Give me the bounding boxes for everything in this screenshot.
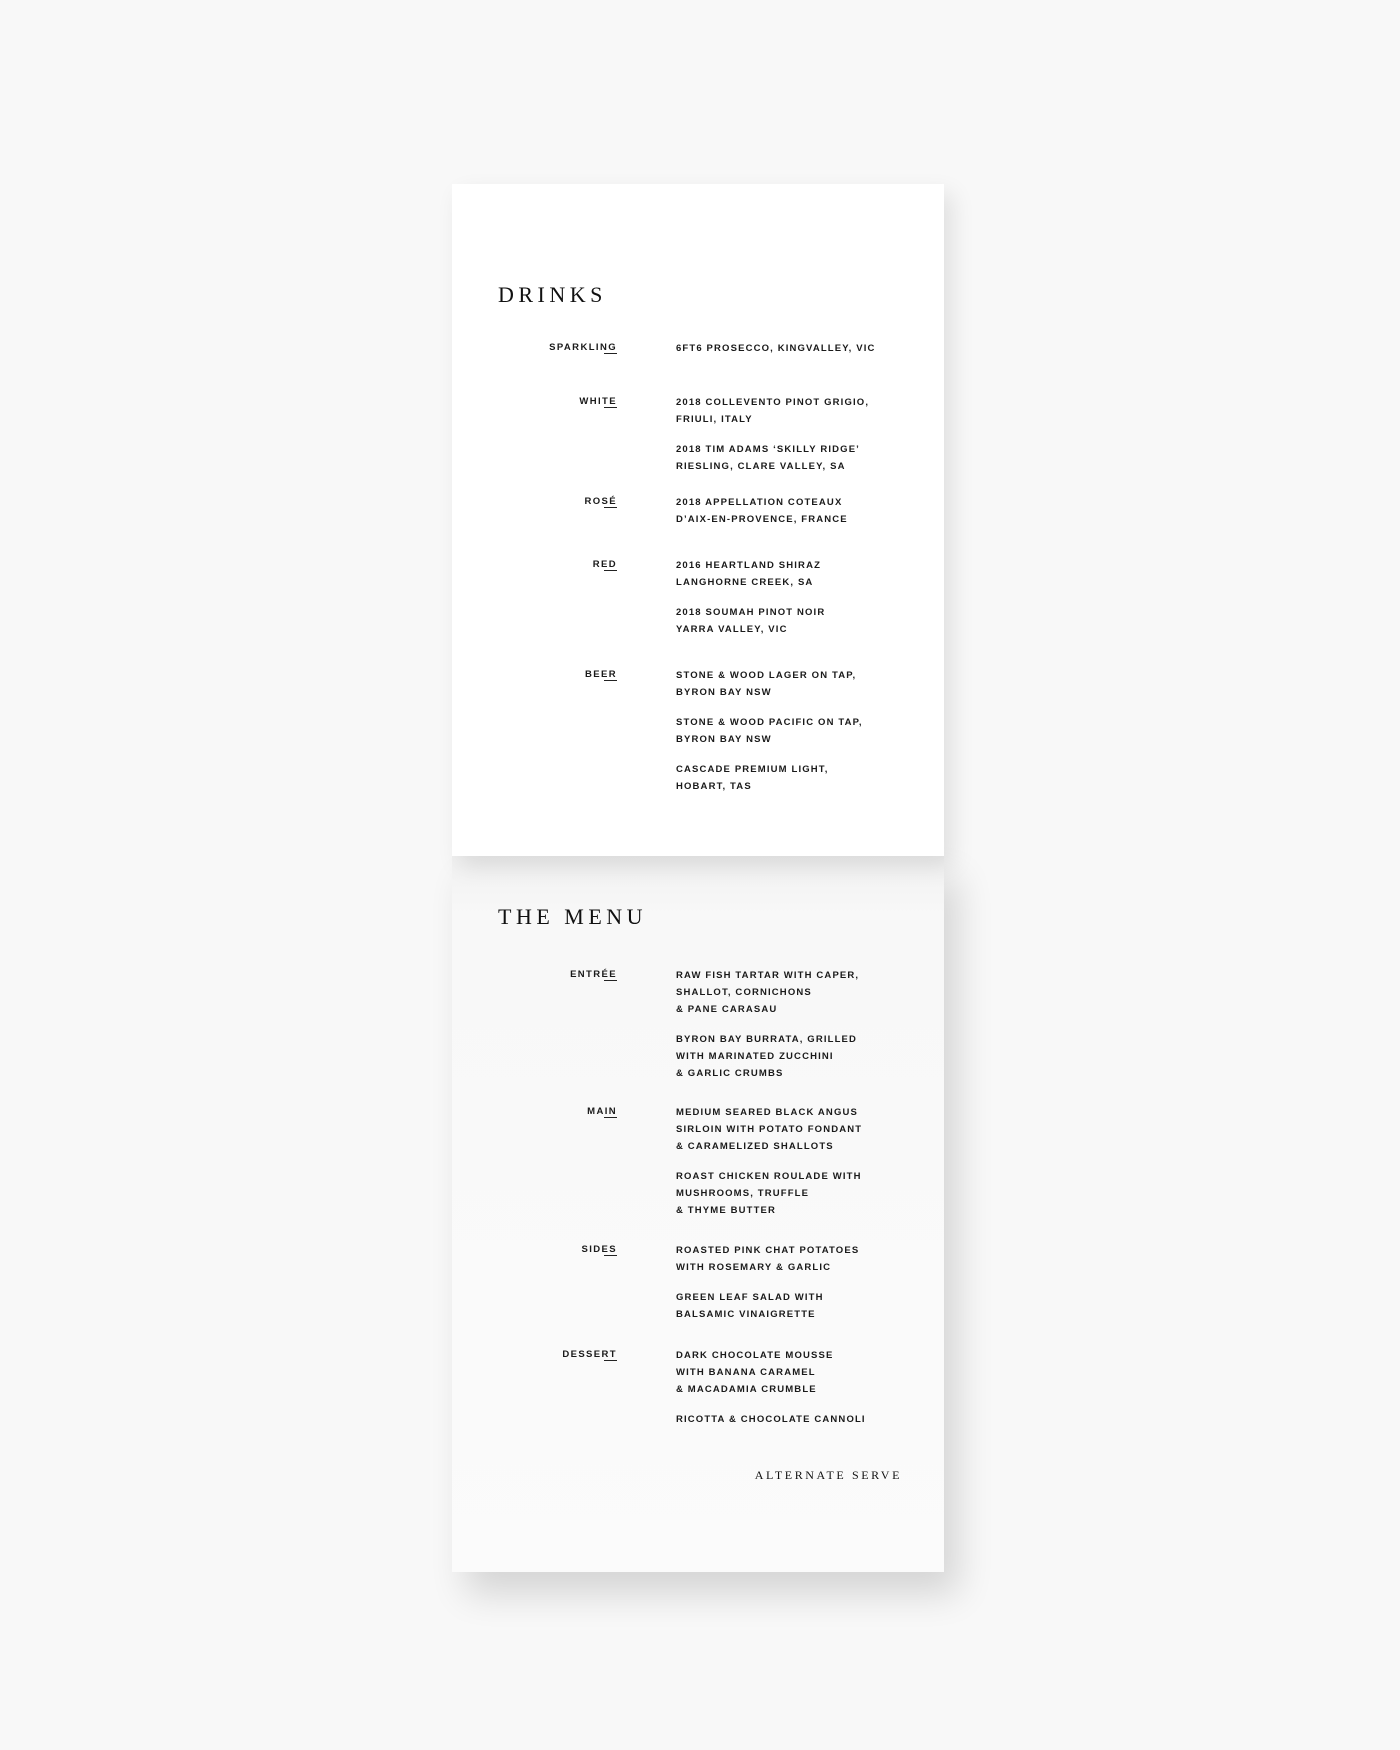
menu-item-line: RICOTTA & CHOCOLATE CANNOLI xyxy=(676,1414,866,1425)
menu-item-line: STONE & WOOD LAGER ON TAP, xyxy=(676,670,857,681)
menu-item-line: BYRON BAY NSW xyxy=(676,687,772,698)
menu-item-line: BYRON BAY NSW xyxy=(676,734,772,745)
menu-item-line: SHALLOT, CORNICHONS xyxy=(676,987,812,998)
menu-item-line: ROASTED PINK CHAT POTATOES xyxy=(676,1245,860,1256)
menu-item-line: CASCADE PREMIUM LIGHT, xyxy=(676,764,829,775)
section-dash-divider xyxy=(604,407,617,408)
menu-item xyxy=(676,1242,926,1276)
menu-item xyxy=(676,714,926,748)
menu-item-line: ROAST CHICKEN ROULADE WITH xyxy=(676,1171,862,1182)
menu-item-line: SIRLOIN WITH POTATO FONDANT xyxy=(676,1124,863,1135)
menu-item xyxy=(676,340,926,357)
section-items xyxy=(676,394,926,475)
section-items xyxy=(676,1242,926,1323)
menu-item xyxy=(676,667,926,701)
section-label: WHITE xyxy=(579,396,617,407)
menu-item-line: & CARAMELIZED SHALLOTS xyxy=(676,1141,834,1152)
menu-item xyxy=(676,394,926,428)
menu-item-line: YARRA VALLEY, VIC xyxy=(676,624,788,635)
section-dash-divider xyxy=(604,1360,617,1361)
section-items xyxy=(676,1347,926,1428)
menu-item-line: 2018 COLLEVENTO PINOT GRIGIO, xyxy=(676,397,870,408)
drinks-title: DRINKS xyxy=(498,282,607,307)
menu-item xyxy=(676,494,926,528)
menu-item-line: & THYME BUTTER xyxy=(676,1205,777,1216)
menu-item xyxy=(676,1347,926,1398)
section-dash-divider xyxy=(604,680,617,681)
section-dash-divider xyxy=(604,507,617,508)
menu-item xyxy=(676,604,926,638)
drinks-card xyxy=(452,184,944,856)
section-dash-divider xyxy=(604,1255,617,1256)
section-items xyxy=(676,557,926,638)
menu-item-line: 2016 HEARTLAND SHIRAZ xyxy=(676,560,822,571)
menu-item-line: & PANE CARASAU xyxy=(676,1004,778,1015)
menu-item-line: 2018 SOUMAH PINOT NOIR xyxy=(676,607,826,618)
section-dash-divider xyxy=(604,353,617,354)
menu-item-line: 2018 TIM ADAMS ‘SKILLY RIDGE’ xyxy=(676,444,860,455)
section-label: DESSERT xyxy=(562,1349,617,1360)
menu-item xyxy=(676,1104,926,1155)
menu-item xyxy=(676,967,926,1018)
menu-item-line: RIESLING, CLARE VALLEY, SA xyxy=(676,461,846,472)
section-dash-divider xyxy=(604,1117,617,1118)
menu-item-line: BYRON BAY BURRATA, GRILLED xyxy=(676,1034,858,1045)
section-label: ROSÉ xyxy=(584,496,617,507)
menu-item xyxy=(676,441,926,475)
section-label: SPARKLING xyxy=(549,342,617,353)
menu-item-line: MEDIUM SEARED BLACK ANGUS xyxy=(676,1107,858,1118)
section-label: SIDES xyxy=(581,1244,617,1255)
alternate-serve-note: ALTERNATE SERVE xyxy=(754,1468,902,1482)
section-dash-divider xyxy=(604,980,617,981)
menu-item-line: BALSAMIC VINAIGRETTE xyxy=(676,1309,816,1320)
menu-item-line: & MACADAMIA CRUMBLE xyxy=(676,1384,817,1395)
menu-item-line: MUSHROOMS, TRUFFLE xyxy=(676,1188,810,1199)
section-items xyxy=(676,494,926,528)
menu-item-line: LANGHORNE CREEK, SA xyxy=(676,577,814,588)
menu-item xyxy=(676,1168,926,1219)
menu-title: THE MENU xyxy=(498,904,648,929)
section-label: RED xyxy=(592,559,617,570)
menu-item xyxy=(676,1411,926,1428)
menu-item-line: WITH ROSEMARY & GARLIC xyxy=(676,1262,832,1273)
section-items xyxy=(676,340,926,357)
menu-item-line: 2018 APPELLATION COTEAUX xyxy=(676,497,843,508)
section-label: MAIN xyxy=(587,1106,617,1117)
menu-item-line: 6FT6 PROSECCO, KINGVALLEY, VIC xyxy=(676,343,876,354)
section-items xyxy=(676,967,926,1082)
section-label: BEER xyxy=(585,669,617,680)
menu-item-line: WITH MARINATED ZUCCHINI xyxy=(676,1051,834,1062)
menu-item xyxy=(676,1031,926,1082)
menu-item-line: WITH BANANA CARAMEL xyxy=(676,1367,816,1378)
section-label: ENTRÉE xyxy=(570,969,617,980)
menu-item xyxy=(676,761,926,795)
menu-item-line: GREEN LEAF SALAD WITH xyxy=(676,1292,824,1303)
menu-item xyxy=(676,1289,926,1323)
section-dash-divider xyxy=(604,570,617,571)
menu-card xyxy=(452,856,944,1572)
menu-item-line: RAW FISH TARTAR WITH CAPER, xyxy=(676,970,860,981)
menu-item-line: & GARLIC CRUMBS xyxy=(676,1068,784,1079)
menu-item-line: DARK CHOCOLATE MOUSSE xyxy=(676,1350,834,1361)
menu-item-line: STONE & WOOD PACIFIC ON TAP, xyxy=(676,717,863,728)
menu-item-line: HOBART, TAS xyxy=(676,781,752,792)
section-items xyxy=(676,667,926,795)
menu-item xyxy=(676,557,926,591)
menu-item-line: FRIULI, ITALY xyxy=(676,414,753,425)
section-items xyxy=(676,1104,926,1219)
menu-item-line: D’AIX-EN-PROVENCE, FRANCE xyxy=(676,514,848,525)
